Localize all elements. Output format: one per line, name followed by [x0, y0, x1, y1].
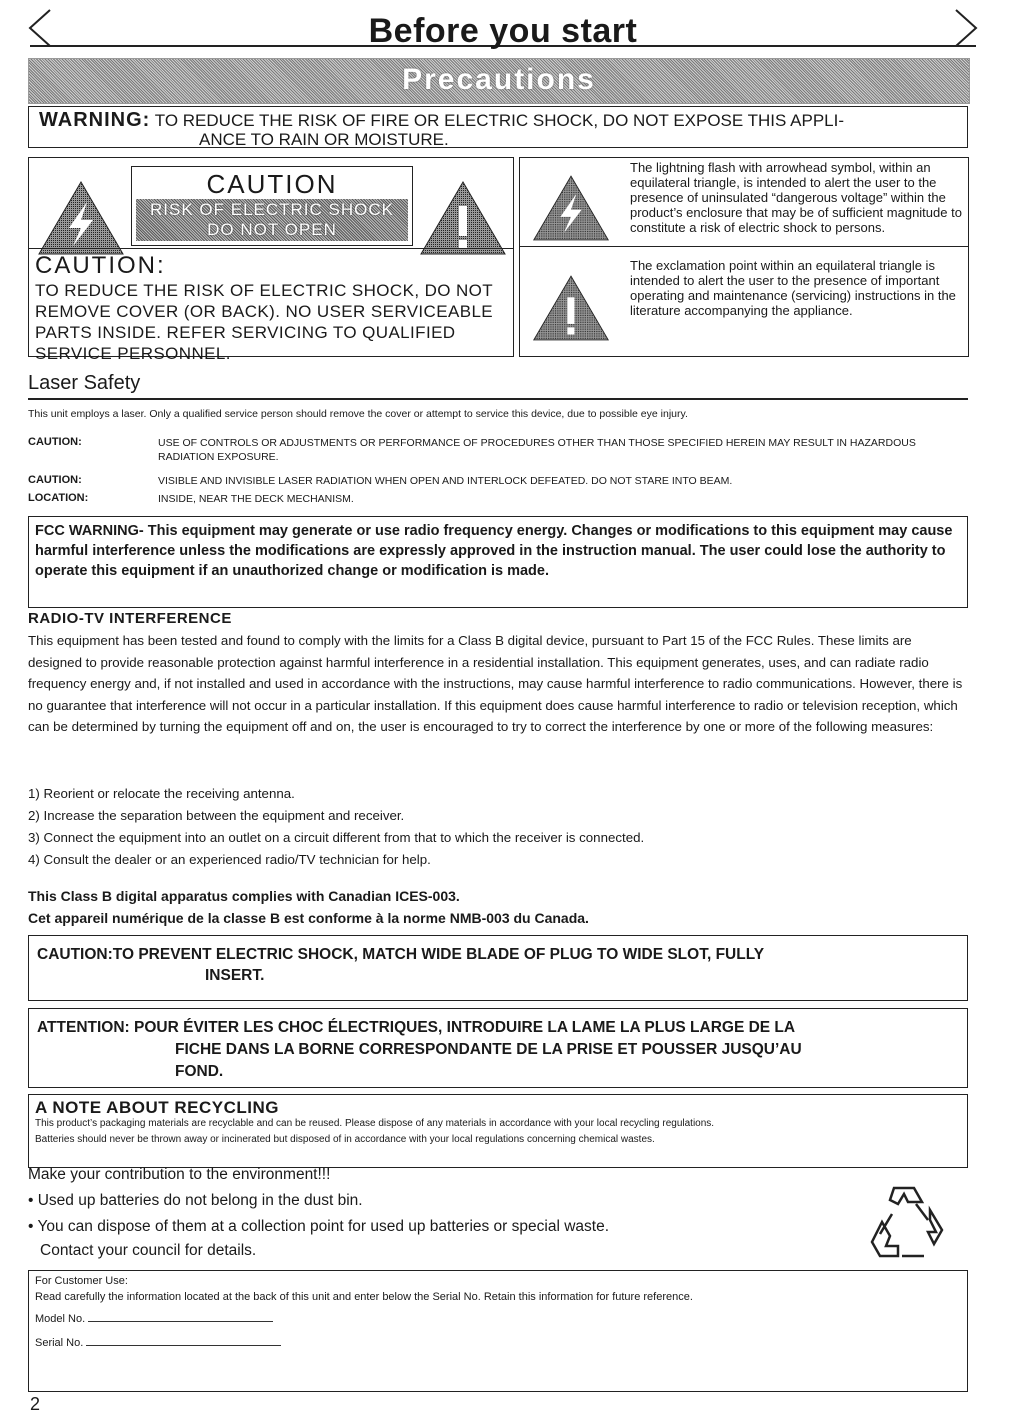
list-item: 1) Reorient or relocate the receiving antenna. [28, 786, 295, 801]
serial-number-field[interactable] [86, 1335, 281, 1346]
environment-heading: Make your contribution to the environment!!! [28, 1166, 331, 1183]
recycling-line-2: Batteries should never be thrown away or incinerated but disposed of in accordance with your local regulations concerning chemical wastes. [35, 1134, 655, 1145]
laser-row-text: INSIDE, NEAR THE DECK MECHANISM. [158, 493, 354, 505]
caution-inner-line-1: RISK OF ELECTRIC SHOCK [150, 200, 394, 219]
canada-english: This Class B digital apparatus complies with Canadian ICES-003. [28, 888, 460, 904]
recycle-icon [862, 1180, 952, 1270]
attention-text: POUR ÉVITER LES CHOC ÉLECTRIQUES, INTRODUIRE LA LAME LA PLUS LARGE DE LA [134, 1019, 796, 1036]
laser-body: This unit employs a laser. Only a qualified service person should remove the cover or attempt to service this device, due to possible eye injury. [28, 408, 688, 420]
laser-row-text: USE OF CONTROLS OR ADJUSTMENTS OR PERFORMANCE OF PROCEDURES OTHER THAN THOSE SPECIFIED HEREIN MAY RESULT IN HAZARDOUS RADIATION EXPOSURE. [158, 437, 916, 463]
canada-french: Cet appareil numérique de la classe B est conforme à la norme NMB-003 du Canada. [28, 910, 589, 926]
caution-label-graphic [131, 166, 413, 246]
customer-use-box [28, 1270, 968, 1392]
list-item: Contact your council for details. [40, 1242, 257, 1259]
plug-caution-label: CAUTION: [37, 946, 113, 963]
caution-inner-title: CAUTION [206, 169, 338, 199]
warning-box [28, 106, 968, 148]
page-number: 2 [30, 1394, 41, 1414]
attention-text-2: FICHE DANS LA BORNE CORRESPONDANTE DE LA PRISE ET POUSSER JUSQU’AU [175, 1041, 802, 1058]
caution-inner-band [136, 199, 408, 241]
customer-title: For Customer Use: [35, 1275, 128, 1287]
radio-tv-body: This equipment has been tested and found to comply with the limits for a Class B digital device, pursuant to Part 15 of the FCC Rules. These limits are designed to provide reasonable protection against harmful interference in a residential installation. This equipment generates, uses, and can radiate radio frequency energy and, if not installed and used in accordance with the instructions, may cause harmful interference to radio communications. However, there is no guarantee that interference will not occur in a particular installation. If this equipment does cause harmful interference to radio or television reception, which can be determined by turning the equipment off and on, the user is encouraged to try to correct the interference by one or more of the following measures: [28, 633, 963, 734]
list-item: • Used up batteries do not belong in the dust bin. [28, 1192, 363, 1209]
attention-label: ATTENTION: [37, 1019, 130, 1036]
page-title: Before you start [368, 12, 638, 50]
recycling-box [28, 1094, 968, 1168]
exclamation-triangle-icon [532, 274, 610, 342]
attention-box [28, 1008, 968, 1088]
warning-text: TO REDUCE THE RISK OF FIRE OR ELECTRIC SHOCK, DO NOT EXPOSE THIS APPLI- [154, 111, 845, 130]
laser-divider [28, 398, 968, 400]
plug-caution-text-2: INSERT. [205, 967, 265, 984]
list-item: 2) Increase the separation between the equipment and receiver. [28, 808, 405, 823]
lightning-triangle-icon [532, 174, 610, 242]
lightning-description: The lightning flash with arrowhead symbol, within an equilateral triangle, is intended to alert the user to the presence of uninsulated “dangerous voltage” within the product’s enclosure that may be of sufficient magnitude to constitute a risk of electric shock to persons. [630, 160, 962, 235]
precautions-label: Precautions [402, 63, 596, 96]
caution-body: TO REDUCE THE RISK OF ELECTRIC SHOCK, DO NOT REMOVE COVER (OR BACK). NO USER SERVICEABLE PARTS INSIDE. REFER SERVICING TO QUALIFIED SERVICE PERSONNEL. [35, 281, 494, 363]
laser-row-label: CAUTION: [28, 436, 82, 448]
exclamation-triangle-icon [419, 180, 507, 256]
lightning-triangle-icon [37, 180, 125, 256]
caution-inner-line-2: DO NOT OPEN [207, 220, 337, 239]
recycling-line-1: This product’s packaging materials are recyclable and can be reused. Please dispose of any materials in accordance with your local recycling regulations. [35, 1118, 715, 1129]
laser-row-label: CAUTION: [28, 474, 82, 486]
laser-safety-title: Laser Safety [28, 372, 141, 394]
list-item: 4) Consult the dealer or an experienced radio/TV technician for help. [28, 852, 431, 867]
symbols-divider [520, 246, 968, 247]
laser-row-label: LOCATION: [28, 492, 89, 504]
symbols-box [519, 157, 969, 357]
precautions-banner [28, 58, 970, 104]
caution-heading: CAUTION: [35, 252, 166, 279]
caution-box [28, 157, 514, 363]
warning-text-2: ANCE TO RAIN OR MOISTURE. [199, 130, 449, 149]
model-number-label: Model No. [35, 1313, 86, 1325]
radio-tv-title: RADIO-TV INTERFERENCE [28, 610, 232, 627]
list-item: • You can dispose of them at a collection point for used up batteries or special waste. [28, 1218, 610, 1235]
laser-row-text: VISIBLE AND INVISIBLE LASER RADIATION WHEN OPEN AND INTERLOCK DEFEATED. DO NOT STARE INTO BEAM. [158, 475, 733, 487]
list-item: 3) Connect the equipment into an outlet on a circuit different from that to which the receiver is connected. [28, 830, 645, 845]
recycling-title: A NOTE ABOUT RECYCLING [35, 1098, 279, 1117]
fcc-warning-box: FCC WARNING- This equipment may generate or use radio frequency energy. Changes or modifications to this equipment may cause harmful interference unless the modifications are expressly approved in the instruction manual. The user could lose the authority to operate this equipment if an unauthorized change or modification is made. [28, 516, 968, 608]
plug-caution-text: TO PREVENT ELECTRIC SHOCK, MATCH WIDE BLADE OF PLUG TO WIDE SLOT, FULLY [112, 946, 765, 963]
serial-number-label: Serial No. [35, 1337, 84, 1349]
model-number-field[interactable] [88, 1311, 273, 1322]
exclamation-description: The exclamation point within an equilateral triangle is intended to alert the user to the presence of important operating and maintenance (servicing) instructions in the literature accompanying the appliance. [630, 258, 956, 318]
attention-text-3: FOND. [175, 1063, 224, 1080]
page-title-banner [28, 8, 978, 48]
customer-body: Read carefully the information located at the back of this unit and enter below the Serial No. Retain this information for future reference. [35, 1291, 693, 1303]
plug-caution-box [28, 935, 968, 1001]
warning-label: WARNING: [39, 109, 151, 131]
caution-divider [29, 248, 513, 249]
